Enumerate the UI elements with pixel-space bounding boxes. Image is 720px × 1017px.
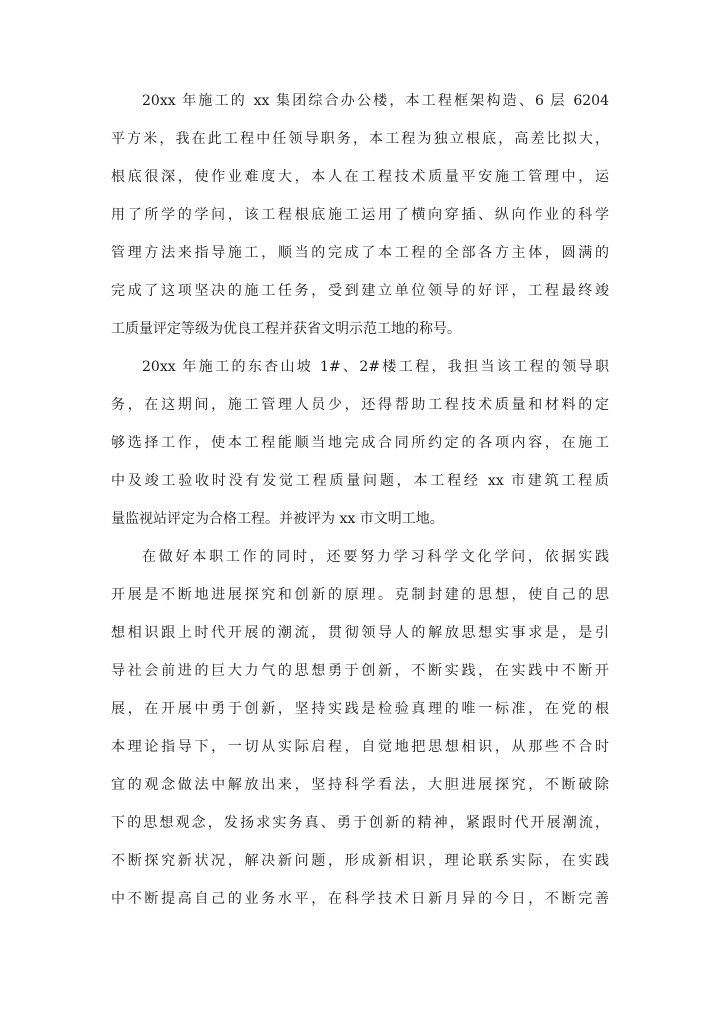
document-body xyxy=(111,82,609,918)
text-line: 导社会前进的巨大力气的思想勇于创新，不断实践，在实践中不断开 xyxy=(111,663,609,679)
text-line: 根底很深，使作业难度大，本人在工程技术质量平安施工管理中，运 xyxy=(111,169,609,185)
text-line: 够选择工作，使本工程能顺当地完成合同所约定的各项内容，在施工 xyxy=(111,435,609,451)
text-line: 20xx 年施工的 xx 集团综合办公楼，本工程框架构造、6 层 6204 xyxy=(142,93,609,109)
text-line: 管理方法来指导施工，顺当的完成了本工程的全部各方主体，圆满的 xyxy=(111,245,609,261)
text-line: 平方米，我在此工程中任领导职务，本工程为独立根底，高差比拟大， xyxy=(111,131,609,147)
text-line: 展，在开展中勇于创新，坚持实践是检验真理的唯一标准，在党的根 xyxy=(111,701,609,717)
text-line: 在做好本职工作的同时，还要努力学习科学文化学问，依据实践 xyxy=(142,549,609,565)
text-line: 本理论指导下，一切从实际启程，自觉地把思想相识，从那些不合时 xyxy=(111,739,609,755)
text-line: 用了所学的学问，该工程根底施工运用了横向穿插、纵向作业的科学 xyxy=(111,207,609,223)
text-line: 中不断提高自己的业务水平，在科学技术日新月异的今日，不断完善 xyxy=(111,891,609,907)
text-line: 工质量评定等级为优良工程并获省文明示范工地的称号。 xyxy=(111,321,461,337)
text-line: 量监视站评定为合格工程。并被评为 xx 市文明工地。 xyxy=(111,511,444,527)
paragraph-3 xyxy=(111,538,609,918)
paragraph-2 xyxy=(111,348,609,538)
text-line: 想相识跟上时代开展的潮流，贯彻领导人的解放思想实事求是，是引 xyxy=(111,625,609,641)
text-line: 务，在这期间，施工管理人员少，还得帮助工程技术质量和材料的定 xyxy=(111,397,609,413)
text-line: 中及竣工验收时没有发觉工程质量问题，本工程经 xx 市建筑工程质 xyxy=(111,473,609,489)
text-line: 下的思想观念，发扬求实务真、勇于创新的精神，紧跟时代开展潮流， xyxy=(111,815,609,831)
text-line: 宜的观念做法中解放出来，坚持科学看法，大胆进展探究，不断破除 xyxy=(111,777,609,793)
paragraph-1 xyxy=(111,82,609,348)
text-line: 完成了这项坚决的施工任务，受到建立单位领导的好评，工程最终竣 xyxy=(111,283,609,299)
text-line: 开展是不断地进展探究和创新的原理。克制封建的思想，使自己的思 xyxy=(111,587,609,603)
text-line: 不断探究新状况，解决新问题，形成新相识，理论联系实际，在实践 xyxy=(111,853,609,869)
text-line: 20xx 年施工的东杏山坡 1#、2#楼工程，我担当该工程的领导职 xyxy=(142,359,609,375)
